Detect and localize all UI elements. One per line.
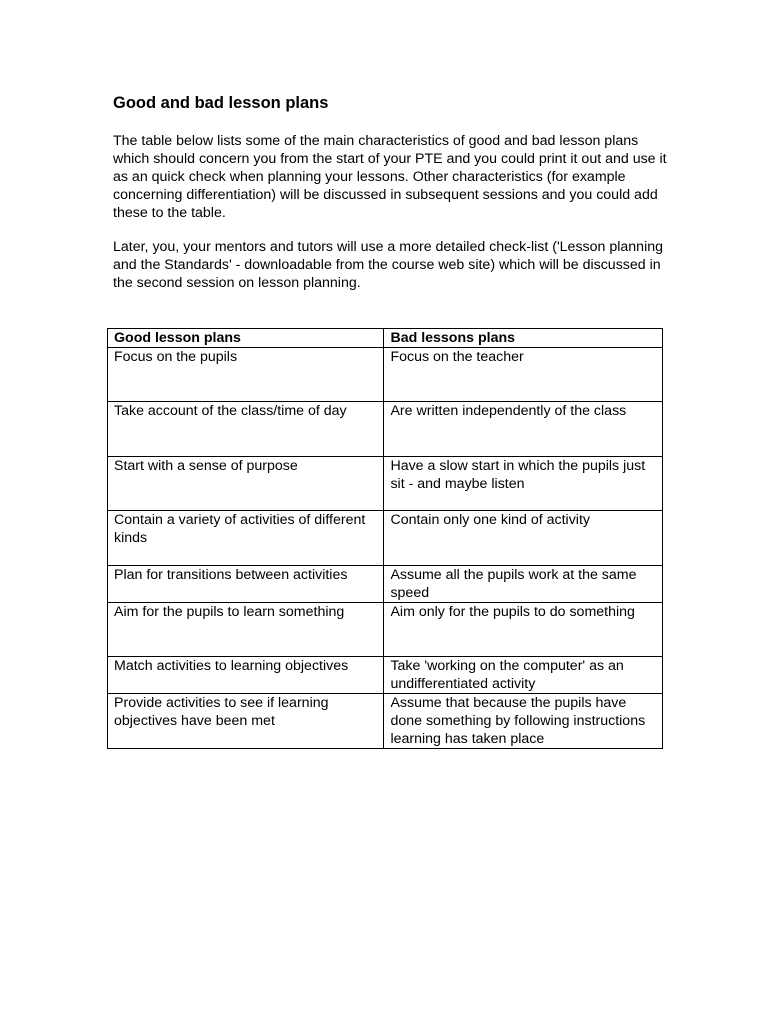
lesson-plans-table xyxy=(107,328,663,749)
bad-cell: Contain only one kind of activity xyxy=(384,511,663,566)
good-cell: Match activities to learning objectives xyxy=(108,657,384,694)
page-title: Good and bad lesson plans xyxy=(113,94,329,112)
good-cell: Take account of the class/time of day xyxy=(108,402,384,457)
table-row xyxy=(108,566,663,603)
good-cell: Focus on the pupils xyxy=(108,348,384,402)
table-row xyxy=(108,657,663,694)
header-good-lesson-plans: Good lesson plans xyxy=(108,329,384,348)
good-cell: Aim for the pupils to learn something xyxy=(108,603,384,657)
table-row xyxy=(108,511,663,566)
intro-paragraph: The table below lists some of the main characteristics of good and bad lesson plans which should concern you from the start of your PTE and you could print it out and use it as an quick check when planning your lessons. Other characteristics (for example concerning differentiation) will be discussed in subsequent sessions and you could add these to the table. xyxy=(113,133,667,221)
bad-cell: Focus on the teacher xyxy=(384,348,663,402)
good-cell: Provide activities to see if learning objectives have been met xyxy=(108,694,384,749)
table-row xyxy=(108,694,663,749)
bad-cell: Aim only for the pupils to do something xyxy=(384,603,663,657)
checklist-paragraph: Later, you, your mentors and tutors will use a more detailed check-list ('Lesson planning and the Standards' - downloadable from the course web site) which will be discussed in the second session on lesson planning. xyxy=(113,239,664,291)
bad-cell: Assume that because the pupils have done something by following instructions learning has taken place xyxy=(384,694,663,749)
table-row xyxy=(108,402,663,457)
good-cell: Plan for transitions between activities xyxy=(108,566,384,603)
table-row xyxy=(108,457,663,511)
good-cell: Contain a variety of activities of different kinds xyxy=(108,511,384,566)
bad-cell: Have a slow start in which the pupils just sit - and maybe listen xyxy=(384,457,663,511)
bad-cell: Take 'working on the computer' as an undifferentiated activity xyxy=(384,657,663,694)
table-row xyxy=(108,348,663,402)
good-cell: Start with a sense of purpose xyxy=(108,457,384,511)
bad-cell: Are written independently of the class xyxy=(384,402,663,457)
table-row xyxy=(108,603,663,657)
bad-cell: Assume all the pupils work at the same speed xyxy=(384,566,663,603)
table-header-row xyxy=(108,329,663,348)
header-bad-lesson-plans: Bad lessons plans xyxy=(384,329,663,348)
